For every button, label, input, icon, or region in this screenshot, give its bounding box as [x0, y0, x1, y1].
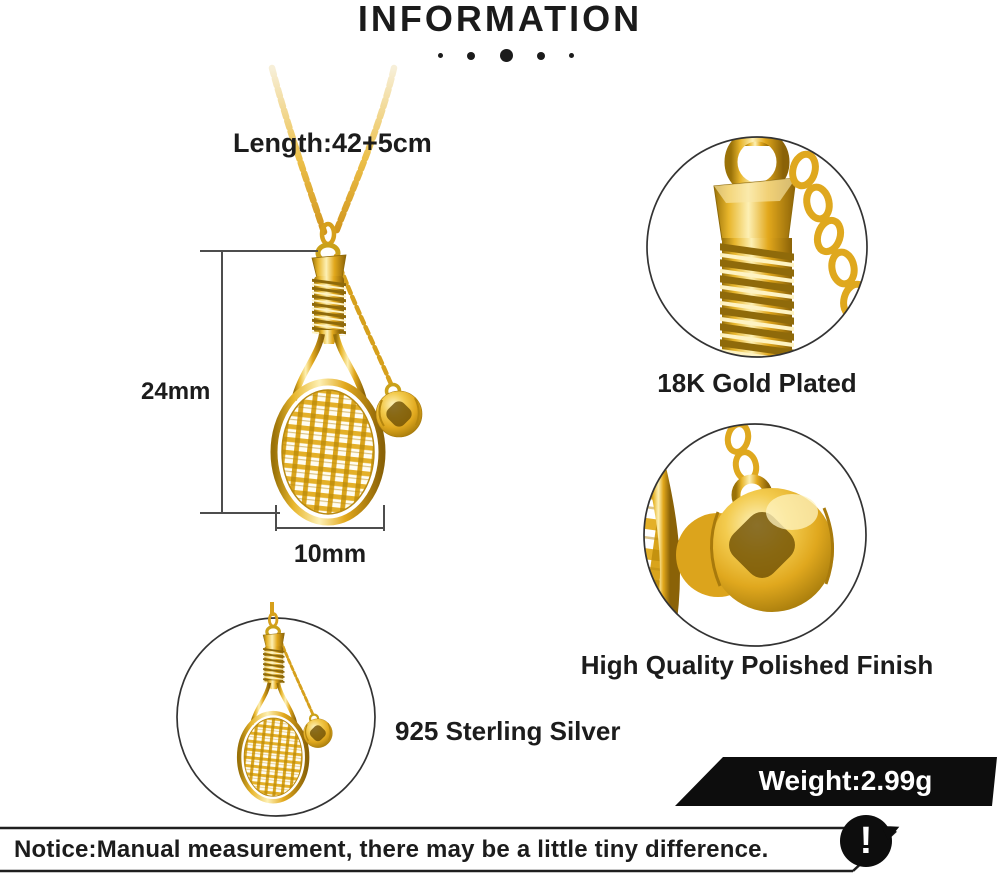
weight-label: Weight:2.99g — [758, 765, 933, 796]
exclamation-icon: ! — [840, 815, 892, 867]
dot-icon — [569, 53, 574, 58]
feature-sterling-silver-label: 925 Sterling Silver — [395, 716, 621, 746]
dot-icon — [537, 52, 545, 60]
dot-icon — [500, 49, 513, 62]
feature-gold-plated-label: 18K Gold Plated — [657, 368, 857, 398]
notice-text: Notice:Manual measurement, there may be a little tiny difference. — [14, 836, 769, 863]
detail-circle-polished-finish — [566, 422, 866, 660]
pendant-main — [274, 224, 422, 522]
feature-polished-finish-label: High Quality Polished Finish — [580, 650, 934, 680]
pendant-width-label: 10mm — [293, 540, 367, 568]
dot-icon — [438, 53, 443, 58]
chain-length-label: Length:42+5cm — [233, 128, 432, 158]
pendant-height-label: 24mm — [141, 378, 211, 405]
detail-circle-sterling-silver — [177, 602, 375, 816]
title-separator-dots — [438, 49, 574, 62]
detail-circle-gold-plated — [647, 120, 878, 378]
page-title: INFORMATION — [357, 0, 643, 39]
dot-icon — [467, 52, 475, 60]
